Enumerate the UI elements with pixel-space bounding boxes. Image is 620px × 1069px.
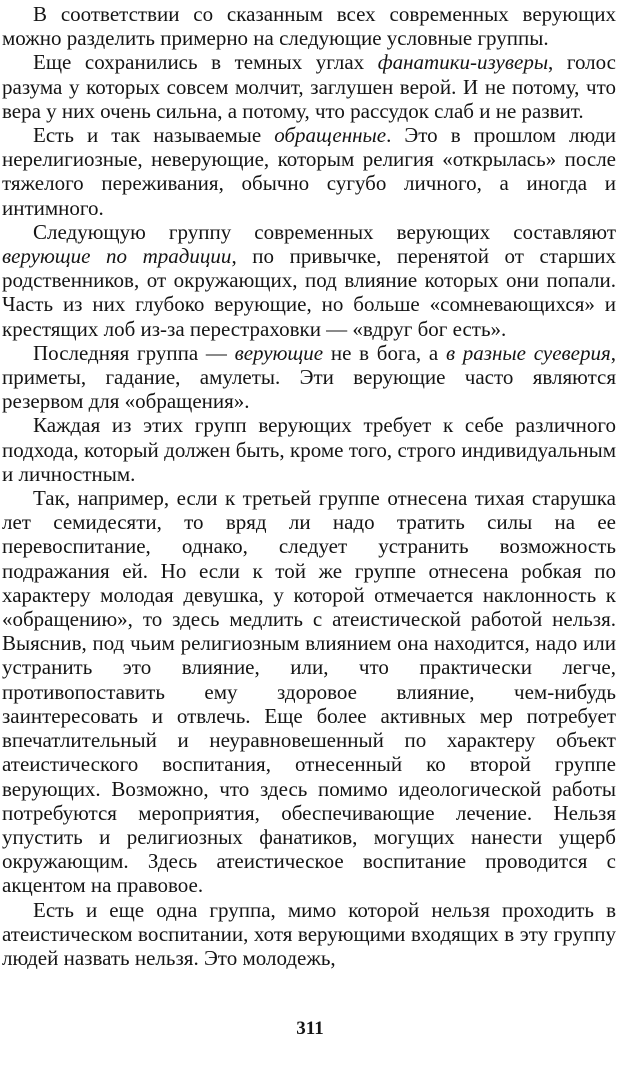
paragraph-5-text-a: Последняя группа — — [33, 340, 235, 365]
page-body — [2, 0, 616, 970]
paragraph-2-text-b: , голос разума у которых совсем молчит, заглушен верой. И не потому, что вера у них очень сильна, а потому, что рассудок слаб и не развит. — [2, 50, 616, 123]
paragraph-8 — [2, 898, 616, 971]
paragraph-6-text: Каждая из этих групп верующих требует к себе различного подхода, который должен быть, кроме того, строго индивидуальным и личностным. — [2, 413, 616, 486]
paragraph-3 — [2, 123, 616, 220]
paragraph-2-text-a: Еще сохранились в темных углах — [33, 50, 378, 75]
paragraph-4-text-b: , по привычке, перенятой от старших родственников, от окружающих, под влияние которых они попали. Часть из них глубоко верующие, но больше «сомневающихся» и крестящих лоб из-за перестраховки — «вдруг бог есть». — [2, 244, 616, 341]
paragraph-5-text-b: не в бога, а — [323, 340, 446, 365]
paragraph-5-italic-term-b: в разные суеверия — [445, 340, 611, 365]
paragraph-8-text: Есть и еще одна группа, мимо которой нельзя проходить в атеистическом воспитании, хотя верующими входящих в эту группу людей назвать нельзя. Это молодежь, — [2, 897, 616, 970]
paragraph-2-italic-term: фанатики-изуверы — [377, 50, 549, 75]
paragraph-1-text: В соответствии со сказанным всех современных верующих можно разделить примерно на следующие условные группы. — [2, 2, 616, 51]
paragraph-7 — [2, 486, 616, 897]
paragraph-6 — [2, 413, 616, 486]
paragraph-4-italic-term: верующие по традиции — [2, 244, 232, 269]
paragraph-5-italic-term-a: верующие — [234, 340, 324, 365]
paragraph-2 — [2, 50, 616, 123]
paragraph-5-text-c: , приметы, гадание, амулеты. Эти верующие часто являются резервом для «обращения». — [2, 340, 616, 414]
paragraph-3-italic-term: обращенные — [274, 123, 387, 148]
paragraph-3-text-a: Есть и так называемые — [33, 123, 275, 148]
paragraph-3-text-b: . Это в прошлом люди нерелигиозные, неверующие, которым религия «открылась» после тяжелого переживания, обычно сугубо личного, а иногда и интимного. — [2, 123, 617, 220]
paragraph-4-text-a: Следующую группу современных верующих составляют — [33, 219, 616, 244]
paragraph-1 — [2, 2, 616, 50]
paragraph-5 — [2, 341, 616, 414]
page-number: 311 — [296, 1018, 324, 1039]
paragraph-4 — [2, 220, 616, 341]
paragraph-7-text: Так, например, если к третьей группе отнесена тихая старушка лет семидесяти, то вряд ли надо тратить силы на ее перевоспитание, однако, следует устранить возможность подражания ей. Но если к той же группе отнесена робкая по характеру молодая девушка, у которой отмечается наклонность к «обращению», то здесь медлить с атеистической работой нельзя. Выяснив, под чьим религиозным влиянием она находится, надо или устранить это влияние, или, что практически легче, противопоставить ему здоровое влияние, чем-нибудь заинтересовать и отвлечь. Еще более активных мер потребует впечатлительный и неуравновешенный по характеру объект атеистического воспитания, отнесенный ко второй группе верующих. Возможно, что здесь помимо идеологической работы потребуются мероприятия, обеспечивающие лечение. Нельзя упустить и религиозных фанатиков, могущих нанести ущерб окружающим. Здесь атеистическое воспитание проводится с акцентом на правовое. — [2, 486, 616, 898]
